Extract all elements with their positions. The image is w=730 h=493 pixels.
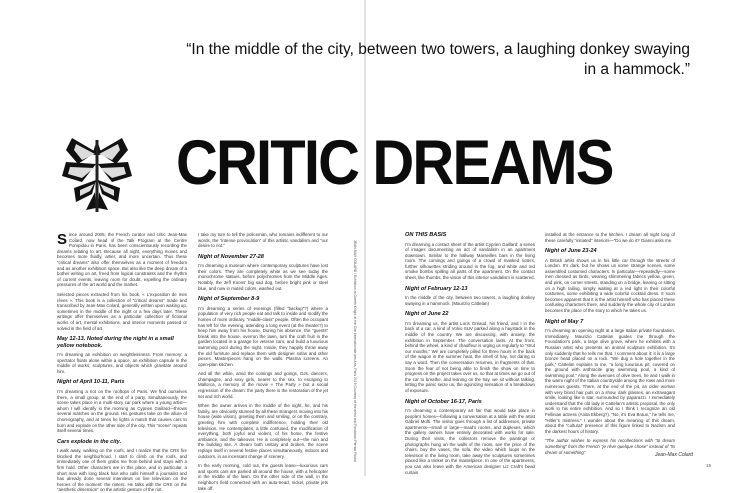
body-paragraph: I’m dreaming a museum where contemporary sculptures have lost their colors. They are completely white as we see today the monochrome statues, before polychromes from the Middle Ages. Notably, the Jeff Koons’ big sad dog, before bright pink or steel blue, and now in muted colors, washed out. bbox=[198, 263, 328, 291]
body-paragraph: I’m dreaming a contemporary art fair that would take place in people’s homes—following a conversation at a table with the artist Gabriel Mofti. The visitor goes through a list of addresses, private apartments—small or large—maid’s rooms, and duplexes, which the gallery owners have entirely decorated with works for sale. During their visits, the collectors remove the paintings or photographs hung on the walls of the room, see the price of the chairs, buy the vases, the sofa, the video which loops on the television in the living room, take away the sculptures sometimes placed like a trinket on the mantelpiece. In one of the apartments, you can also leave with the American designer Liz Craft’s bead curtain bbox=[405, 408, 535, 475]
drop-cap: S bbox=[57, 231, 68, 248]
pull-quote: “In the middle of the city, between two towers, a laughing donkey swaying in a hammock.” bbox=[186, 41, 690, 78]
body-paragraph: When the owner arrives in the middle of the night, he, and his family, are obviously stunned by all these strangers moving into his house (wide vision), greeting them and smiling, or on the contrary, greeting him with complete indifference, holding their old television. He contemplates, a little confused, the modification of everything, both joyful and violent, of his home, the festive ambiance, and the takeover. He is completely out—the ruin and the building site. A dream both unitary and broken, the scene replays itself in several festive places simultaneously, indoors and outdoors, in an incessant change of scenery. bbox=[198, 403, 328, 459]
entry-heading: Night of June 23-24 bbox=[545, 248, 597, 255]
body-paragraph: installed at the entrance to the kitchen. I dream all night long of these carefully “initiated” interiors—“Do we do it? Gianni asks me. bbox=[545, 232, 675, 243]
body-paragraph: And all the while, amid the comings and goings, DJs, dancers, champagne, and sexy girls, nearer to the sex, to escaping to Mallorca, a memory of the movie « The Party » but a social regression of the dream: the party there is the restoration of the jet set and rich world. bbox=[198, 371, 328, 399]
entry-heading: Night of September 8-9 bbox=[198, 296, 260, 303]
body-paragraph: I’m dreaming a riot on the rooftops of Paris. We find ourselves there, a small group, at the end of a party. Simultaneously, the scene takes place in a multi-story car park where a young artist—whom I will identify in the morning as Cyprien Gaillard—throws several matches on the ground. His gestures take on the allure of choreography, and at times he lights a match that causes cars to burn and explode on the other side of the city. This “scene” repeats itself several times. bbox=[57, 388, 187, 434]
text-column-1 bbox=[57, 231, 187, 493]
entry-heading: May 12-13. Noted during the night in a small yellow notebook. bbox=[57, 336, 174, 349]
image-credit-text: JEAN-MAX COLARD / Exhibition at Gareth Knight at the Cité Internationale des Arts, Paris 2019 Courtesy of the artist and Fondation Pernod Ricard bbox=[353, 240, 357, 463]
author-signature: Jean-Max Colard bbox=[655, 452, 694, 458]
body-paragraph: I walk away, walking on the roofs, and I realize that the CRS fire blocked the neighborhood. I start to climb on the roofs, and immediately one of them grabs me from behind and stays with a firm hold. Other characters are in this place, and in particular, a short man with long black hair who calls himself a journalist and has already done several interviews on live television on the heroes of the moment: the rioters. He talks with the CRS on the “aesthetic dimension” on the artistic gesture of the riot. bbox=[57, 448, 187, 493]
page-number: 15 bbox=[706, 463, 712, 468]
entry-heading: Night of November 27-28 bbox=[198, 253, 264, 260]
entry-heading: Night of October 16-17, Paris bbox=[405, 398, 482, 405]
body-paragraph: A British artist shows us in his little car through the streets of London. It’s dark, but he shows us some strange scenes, some assembled costumed characters. In particular—repeatedly—some men dressed as birds, wearing shimmering fabrics yellow, green, and pink, on corner streets, standing on a bridge, leaning or sitting on a high railing, simply waiting at a red light in their colorful costumes, some exhibiting a wide colorful cocktail dress. It soon becomes apparent that it is the artist himself who has placed these confusing characters there, and suddenly the whole city of London becomes the place of the story to which he takes us. bbox=[545, 257, 675, 314]
body-paragraph: In the middle of the city, between two towers, a laughing donkey swaying in a hammock. (Maurizio Cattelan) bbox=[405, 295, 535, 306]
intro-text: ince around 2005, the French curator and critic Jean-Max Colard, now head of the Talk Program at the Centre Pompidou in Paris, has been conscientiously recording the dreams relating to art. Because all night, everything moves and becomes more fluidly, artier, and more uncertain. Thus these “critical dreams” also offer themselves as a moment of freedom and as another exhibition space. But also like the deep dream of a bother writing on art, freed from logical constraints and the rhythm of current events, leaving room for doubt, expelling the ordinary pressures of the art world and the market. bbox=[57, 232, 187, 288]
article-title: CRITIC DREAMS bbox=[176, 128, 613, 198]
butterfly-sculpture-image bbox=[52, 130, 142, 220]
footnote: “The author wishes to express his recollections with “to dream something” from the French “je rêve quelque chose” instead of “to dream of something” bbox=[545, 438, 675, 455]
body-paragraph: Selected pieces extracted from his book, « L’exposition de mes rêves ». This book is a collection of “critical dreams” made and transcribed by Jean-Max Colard, generally written upon waking up, sometimes in the middle of the night or a few days later. These writings offer themselves as a particular collection of fictional works of art, mental exhibitions, and interior moments passed or solved in the field of art. bbox=[57, 291, 187, 331]
body-paragraph: I’m dreaming us, the artist Loris Gréaud, his friend, and I in the back of a car, a kind of Volvo SUV parked along a haystack in the middle of the country. We are discussing, with anxiety, the exhibition in September. The conversation lasts. At the front, behind the wheel, a kind of chauffeur is urging us regularly to “strut our mouths.” We are completely pilled for three hours in the back of the wagon in the summer heat, the smell of hay, not daring to say a word. Then the conversation resumes, in fragments of that. Soon the fear of not being able to finish the show on time to progress on the project takes over us, so that at times we go out of the car to breathe, and leaning on the hay, we sit without talking, letting the panic seize us, the agonizing sensation of a breakdown of exposure. bbox=[405, 320, 535, 393]
body-paragraph: I’m dreaming an opening night at a large Italian private foundation. Immediately, Maurizio Cattelan guides me through the Foundation’s park, a large olive grove, where he exhibits with a Russian artist who presents an animal sculpture exhibition. It’s only suddenly that he tells me that. I comment about it: it is a large bronze head placed on a rock. “We dug a hole together in the park,” Cattelan explains to me, “a long luxurious pit, covered on the ground with anthracite gray swimming pool, a kind of swimming pool.” Along the avenues of olive trees, he and I walk in the warm night of the Italian countryside among the rows and more numerous guests. There, at the end of the pit, an older woman with very blond hair puts on a show, dark glasses, an extravagant smile, looking like a star, surrounded by paparazzi. I immediately understand that the old lady is Cattelan’s artistic proposal, the only work in his entire exhibition. And so I think I recognize an old Fellinian actress (Anita Ekberg?). “No, it’s Eva Braun,” he tells me, “Hitler’s mistress.” I wonder about the meaning of this dream, about the “cultural” presence of this figure linked to Nazism and the darkest hours of history. bbox=[545, 328, 675, 434]
image-credit bbox=[352, 240, 357, 463]
entry-heading: Night of April 10-11, Paris bbox=[57, 379, 125, 386]
text-column-4 bbox=[545, 232, 675, 470]
entry-heading: Night of June 22 bbox=[405, 311, 449, 318]
body-paragraph: I’m dreaming an exhibition on weightlessness. From memory: a spectator floats alone within a space, an exhibition capsule in the middle of works, sculptures, and objects which gravitate around him. bbox=[57, 352, 187, 374]
entry-heading: Night of May 7 bbox=[545, 318, 584, 325]
entry-heading: Night of February 12-13 bbox=[405, 285, 468, 292]
text-column-3 bbox=[405, 232, 535, 475]
body-paragraph: I take my turn to tell the policeman, who remains indifferent to our words, the “intense provocation” of this artistic vandalism and “our desire to riot.” bbox=[198, 232, 328, 249]
body-paragraph: I’m dreaming a series of evenings (filled “backup”?) where a population of very rich people eat and talk to inside and modify the homes of more ordinary, “middle-class” people. Often the occupant has left for the evening, attending a long event (at the theater?) to keep him away from his house. During his absence, the “guests” break into the house, overrun the lawn, turn the craft fruit in the garden located in a garage for veteran cars, and build a luxurious swimming pool during the night. Inside, they happily throw away the old furniture and replace them with designer sofas and other pieces. Masterpieces hang on the walls. Plasma screens. An open-plan kitchen. bbox=[198, 305, 328, 367]
body-paragraph: I’m dreaming a contact sheet of the artist Cyprien Gaillard: a series of images documenting an act of vandalism in an apartment downtown. Similar to the hallway Marseilles bars in the living room. The comings and goings of a crowd of masked rioters, further silhouettes striding around in the fog, and white and red smoke bombs spilling all parts of the apartment. On the contact sheet, like thumbs, the vision of this interior vandalism is scattered. bbox=[405, 241, 535, 281]
text-column-2 bbox=[198, 232, 328, 491]
entry-heading: ON THIS BASIS bbox=[405, 232, 447, 238]
intro-paragraph bbox=[57, 232, 187, 288]
body-paragraph: In the early morning, cold out, the guests leave—luxurious cars and sports cars are parked all around the house, with a helicopter in the middle of the lawn. On the other side of the wall, in the neighbor’s field connected with an auto-tread, nickel, private jets take off. bbox=[198, 463, 328, 491]
entry-heading: Cars explode in the city. bbox=[57, 438, 122, 445]
